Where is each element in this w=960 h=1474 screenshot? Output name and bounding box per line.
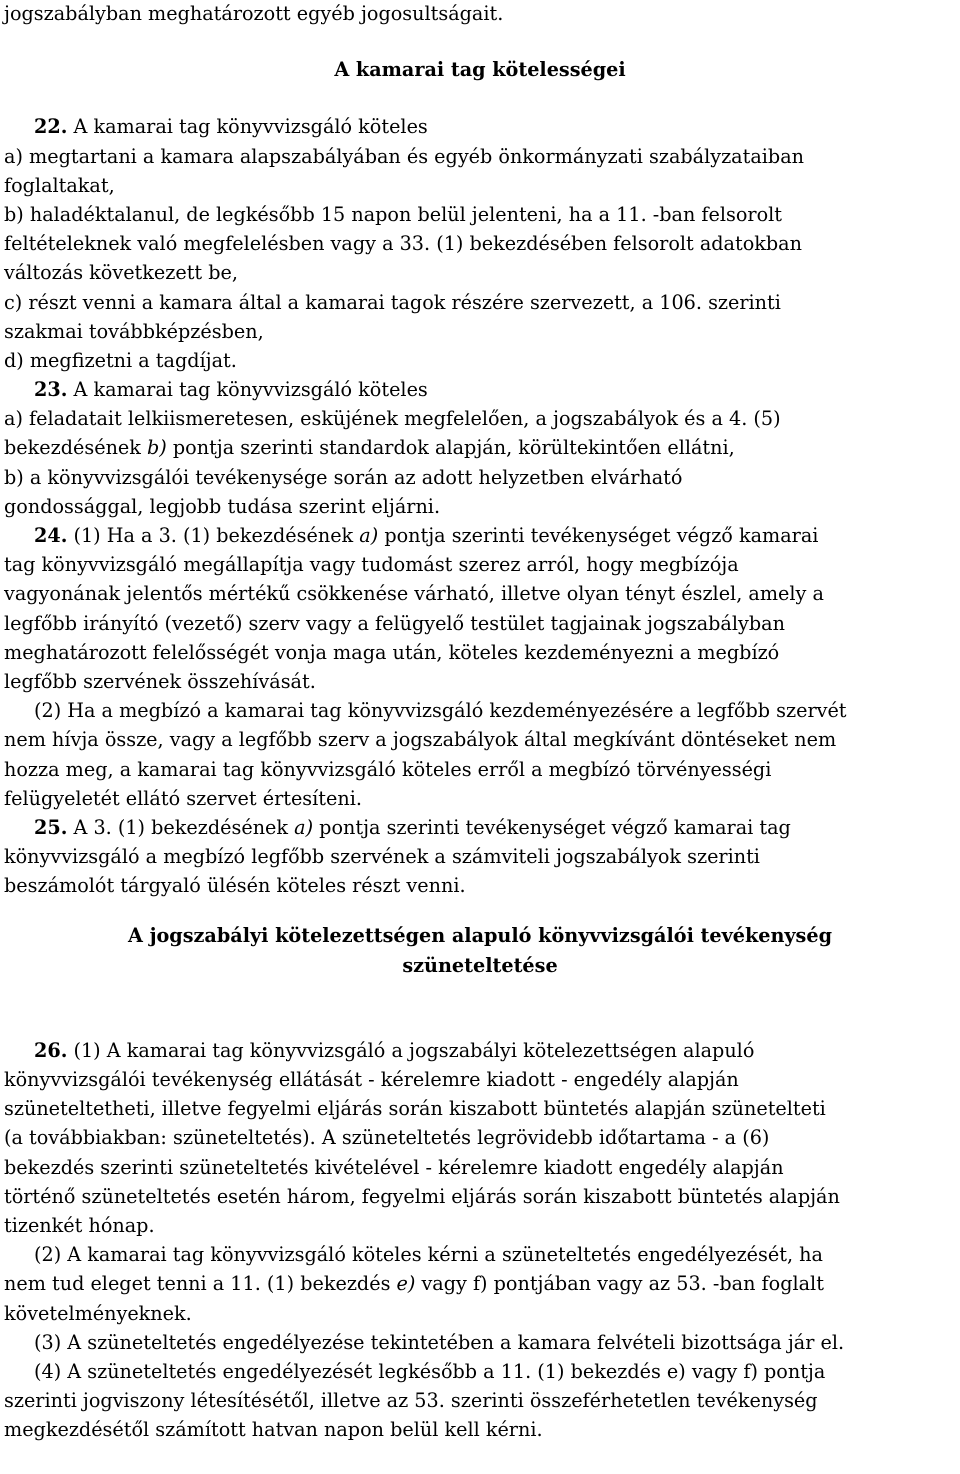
text-line: bekezdés szerinti szüneteltetés kivételével - kérelemre kiadott engedély alapján [4, 1155, 784, 1179]
section-heading-szuneteltetes-line1: A jogszabályi kötelezettségen alapuló könyvvizsgálói tevékenység [128, 924, 832, 948]
text: pontja szerinti tevékenységet végző kamarai tag [313, 815, 791, 839]
italic-text: b) [147, 436, 167, 460]
section-number: 22. [34, 115, 68, 139]
text-line: szerinti jogviszony létesítésétől, illetve az 53. szerinti összeférhetetlen tevékenység [4, 1389, 818, 1413]
paragraph-23 [4, 375, 956, 521]
text-line: d) megfizetni a tagdíjat. [4, 348, 237, 372]
text-line: (4) A szüneteltetés engedélyezését legkésőbb a 11. (1) bekezdés e) vagy f) pontja [34, 1359, 826, 1383]
section-number: 24. [34, 524, 68, 547]
text: A 3. (1) bekezdésének [67, 815, 295, 839]
text-line: foglaltakat, [4, 173, 115, 197]
text-line: megkezdésétől számított hatvan napon belül kell kérni. [4, 1418, 543, 1442]
section-number: 26. [34, 1038, 68, 1062]
italic-text: e) [396, 1272, 416, 1296]
section-number: 25. [34, 815, 68, 839]
paragraph-26 [4, 1036, 956, 1445]
text-line: beszámolót tárgyaló ülésén köteles részt venni. [4, 874, 466, 898]
text: bekezdésének [4, 436, 148, 460]
text-line: b) a könyvvizsgálói tevékenysége során az adott helyzetben elvárható [4, 465, 683, 489]
text-line: a) feladatait lelkiismeretesen, esküjének megfelelően, a jogszabályok és a 4. (5) [4, 407, 781, 431]
document-page [4, 0, 956, 1444]
text-line: vagyonának jelentős mértékű csökkenése várható, illetve olyan tényt észlel, amely a [4, 582, 824, 606]
text: vagy f) pontjában vagy az 53. -ban foglalt [415, 1272, 824, 1296]
text: pontja szerinti standardok alapján, körültekintően ellátni, [166, 436, 735, 460]
text-line: c) részt venni a kamara által a kamarai tagok részére szervezett, a 106. szerinti [4, 290, 781, 314]
text-line: szüneteltetheti, illetve fegyelmi eljárás során kiszabott büntetés alapján szünetelteti [4, 1097, 826, 1121]
text: (1) Ha a 3. (1) bekezdésének [67, 524, 360, 547]
italic-text: a) [294, 815, 314, 839]
text-line: legfőbb szervének összehívását. [4, 669, 316, 693]
paragraph-25 [4, 813, 956, 901]
section-heading-szuneteltetes-line2: szüneteltetése [402, 953, 558, 977]
text: nem tud eleget tenni a 11. (1) bekezdés [4, 1272, 397, 1296]
text-line: (2) A kamarai tag könyvvizsgáló köteles kérni a szüneteltetés engedélyezését, ha [34, 1243, 823, 1267]
text-line: (3) A szüneteltetés engedélyezése tekintetében a kamara felvételi bizottsága jár el. [34, 1330, 845, 1354]
text-line: feltételeknek való megfelelésben vagy a 33. (1) bekezdésében felsorolt adatokban [4, 232, 802, 256]
text: A kamarai tag könyvvizsgáló köteles [67, 378, 428, 402]
text-line: tizenkét hónap. [4, 1213, 155, 1237]
italic-text: a) [359, 524, 379, 547]
text-line: hozza meg, a kamarai tag könyvvizsgáló köteles erről a megbízó törvényességi [4, 757, 772, 781]
text-line: gondossággal, legjobb tudása szerint eljárni. [4, 494, 441, 518]
text: A kamarai tag könyvvizsgáló köteles [67, 115, 428, 139]
text-line: (2) Ha a megbízó a kamarai tag könyvvizsgáló kezdeményezésére a legfőbb szervét [34, 699, 847, 723]
text-line: változás következett be, [4, 261, 238, 285]
text: (1) A kamarai tag könyvvizsgáló a jogszabályi kötelezettségen alapuló [67, 1038, 755, 1062]
text-line: követelményeknek. [4, 1301, 192, 1325]
text-line: meghatározott felelősségét vonja maga után, köteles kezdeményezni a megbízó [4, 640, 780, 664]
text-line: legfőbb irányító (vezető) szerv vagy a felügyelő testület tagjainak jogszabályban [4, 611, 785, 635]
text-line: jogszabályban meghatározott egyéb jogosultságait. [4, 2, 504, 25]
text-line: történő szüneteltetés esetén három, fegyelmi eljárás során kiszabott büntetés alapján [4, 1184, 840, 1208]
paragraph-22 [4, 112, 956, 375]
text-line: könyvvizsgáló a megbízó legfőbb szervének a számviteli jogszabályok szerinti [4, 845, 760, 869]
text-line: (a továbbiakban: szüneteltetés). A szüneteltetés legrövidebb időtartama - a (6) [4, 1126, 770, 1150]
text-line: a) megtartani a kamara alapszabályában és egyéb önkormányzati szabályzataiban [4, 144, 804, 168]
section-heading-kotelessegek: A kamarai tag kötelességei [334, 58, 626, 82]
text-line: nem hívja össze, vagy a legfőbb szerv a jogszabályok által megkívánt döntéseket nem [4, 728, 837, 752]
text-line: felügyeletét ellátó szervet értesíteni. [4, 786, 362, 810]
text-line: szakmai továbbképzésben, [4, 319, 264, 343]
text-line: tag könyvvizsgáló megállapítja vagy tudomást szerez arról, hogy megbízója [4, 553, 739, 577]
section-number: 23. [34, 378, 68, 402]
paragraph-24 [4, 521, 956, 813]
text-line: könyvvizsgálói tevékenység ellátását - kérelemre kiadott - engedély alapján [4, 1068, 739, 1091]
text-line: b) haladéktalanul, de legkésőbb 15 napon belül jelenteni, ha a 11. -ban felsorolt [4, 202, 782, 226]
text: pontja szerinti tevékenységet végző kamarai [378, 524, 819, 547]
